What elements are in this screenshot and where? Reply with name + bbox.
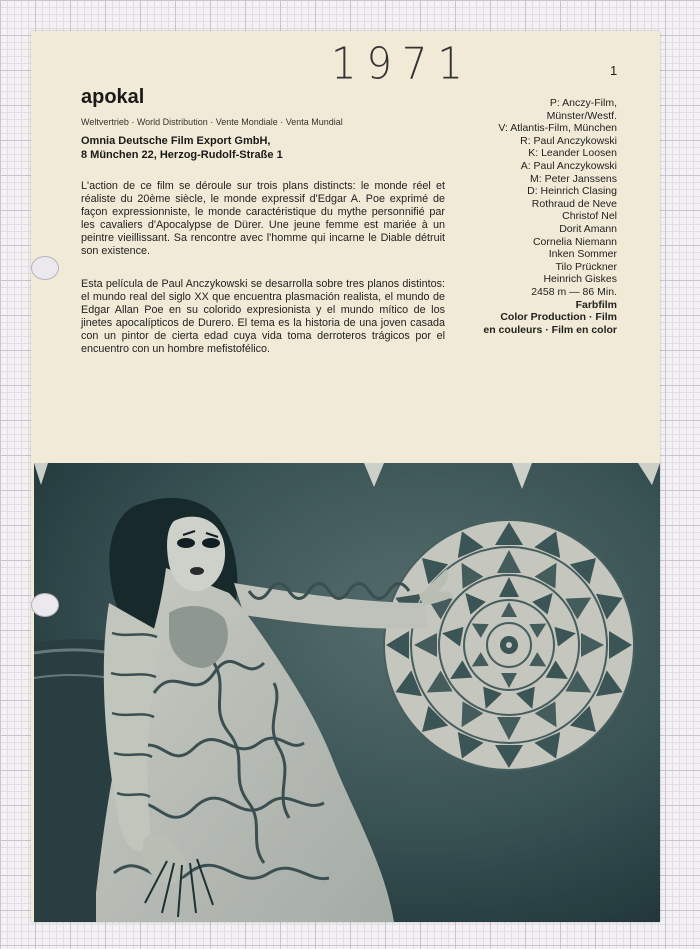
film-still-photo <box>34 463 660 922</box>
credit-line: Münster/Westf. <box>546 109 617 122</box>
credit-line: V: Atlantis-Film, München <box>498 122 617 135</box>
credit-line: K: Leander Loosen <box>528 147 617 160</box>
credit-line: A: Paul Anczykowski <box>520 159 617 172</box>
format-line: Farbfilm <box>575 298 617 311</box>
credits-list <box>451 97 617 336</box>
company-address <box>81 134 283 162</box>
punch-hole <box>31 256 59 280</box>
credit-line: Inken Sommer <box>548 248 617 261</box>
credit-line: Heinrich Giskes <box>543 273 617 286</box>
credit-line: 2458 m — 86 Min. <box>531 285 617 298</box>
credit-line: Rothraud de Neve <box>531 197 617 210</box>
credit-line: Christof Nel <box>562 210 617 223</box>
synopsis-french: L'action de ce film se déroule sur trois plans distincts: le monde réel et réaliste du 20ème siècle, le monde expressif d'Edgar A. Poe exprimé de façon expressionniste, le monde caractéristique du mythe personnifié par les cavaliers d'Apocalypse de Dürer. Une jeune femme est mariée à un peintre vieillissant. Sa rencontre avec l'homme qui incarne le Diable détruit son existence. <box>81 180 445 257</box>
credit-line: M: Peter Janssens <box>530 172 617 185</box>
credit-line: Tilo Prückner <box>555 260 617 273</box>
format-line: en couleurs · Film en color <box>483 323 617 336</box>
synopsis-spanish: Esta película de Paul Anczykowski se desarrolla sobre tres planos distintos: el mundo real del siglo XX que encuentra plasmación realista, el mundo de Edgar Allan Poe en su colorido expresionista y el mundo mítico de los jinetes apocalípticos de Durero. El tema es la historia de una joven casada con un pintor de cierta edad cuya vida toma derroteros trágicos por el encuentro con un hombre mefistofélico. <box>81 278 445 355</box>
distribution-line: Weltvertrieb · World Distribution · Vente Mondiale · Venta Mundial <box>81 117 343 127</box>
punch-hole <box>31 593 59 617</box>
credit-line: Dorit Amann <box>559 222 617 235</box>
page-number: 1 <box>610 63 618 78</box>
format-line: Color Production · Film <box>500 311 617 324</box>
handwritten-year: 1971 <box>331 38 473 90</box>
company-street: 8 München 22, Herzog-Rudolf-Straße 1 <box>81 149 283 161</box>
credit-line: D: Heinrich Clasing <box>527 185 617 198</box>
document-sheet <box>31 31 660 922</box>
film-title: apokal <box>81 86 145 108</box>
credit-line: R: Paul Anczykowski <box>520 134 617 147</box>
company-name: Omnia Deutsche Film Export GmbH, <box>81 135 271 147</box>
credit-line: P: Anczy-Film, <box>549 97 617 109</box>
credit-line: Cornelia Niemann <box>532 235 617 248</box>
